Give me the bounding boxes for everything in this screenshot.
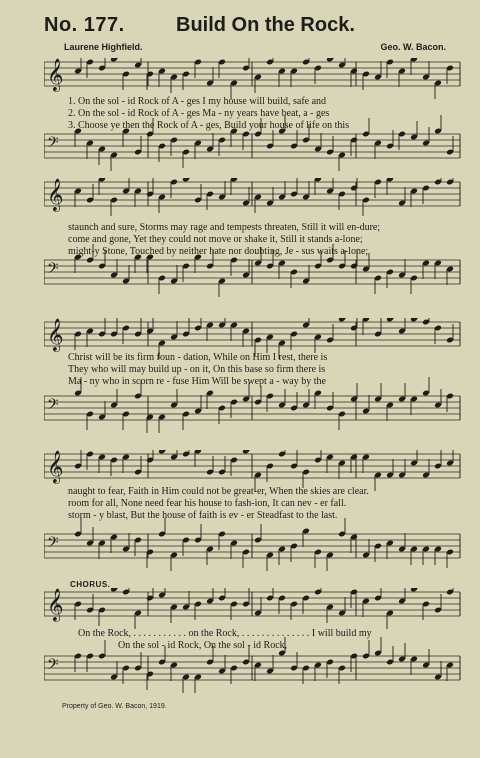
bass-clef-icon: 𝄢 <box>47 260 59 281</box>
lyric-verse-3: storm - y blast, But the house of faith is ev - er Steadfast to the last. <box>68 510 338 521</box>
bass-clef-icon: 𝄢 <box>47 534 59 555</box>
chorus-label: CHORUS. <box>70 580 111 589</box>
bass-clef-icon: 𝄢 <box>47 656 59 677</box>
lyric-verse-3: Ma - ny who in scorn re - fuse Him Will be swept a - way by the <box>68 376 326 387</box>
treble-clef-icon: 𝄞 <box>47 450 64 483</box>
lyric-verse-3: might-y Stone, Touched by neither hate nor doubting, Je - sus waits a-lone; <box>68 246 369 257</box>
system-1-lyrics <box>68 96 460 132</box>
treble-staff <box>44 58 460 99</box>
system-3-lyrics <box>68 352 460 388</box>
chorus-lyric-upper: On the Rock, . . . . . . . . . . . on the Rock, . . . . . . . . . . . . . . I will build my <box>78 628 372 639</box>
lyric-verse-2: 2. On the sol - id Rock of A - ges Ma - ny years have beat, a - ges <box>68 108 330 119</box>
bass-staff <box>44 518 460 571</box>
treble-clef-icon: 𝄞 <box>47 318 64 351</box>
treble-clef-icon: 𝄞 <box>47 58 64 91</box>
lyric-verse-2: They who will may build up - on it, On this base so firm there is <box>68 364 326 375</box>
bass-clef-icon: 𝄢 <box>47 396 59 417</box>
lyric-verse-2: room for all, None need fear his house to fash-ion, It can nev - er fall. <box>68 498 347 509</box>
lyric-verse-3: 3. Choose ye then the Rock of A - ges, Build your house of life on this <box>68 120 350 131</box>
system-2-lyrics <box>68 222 460 258</box>
lyric-verse-1: Christ will be its firm foun - dation, While on Him I rest, there is <box>68 352 328 363</box>
lyric-verse-1: naught to fear, Faith in Him could not be great-er, When the skies are clear. <box>68 486 369 497</box>
system-4-lyrics <box>68 486 460 522</box>
hymn-number: No. 177. <box>44 14 125 36</box>
treble-staff <box>44 450 460 491</box>
lyric-verse-2: come and gone, Yet they could not move or shake it, Still it stands a-lone; <box>68 234 363 245</box>
lyricist-credit: Laurene Highfield. <box>64 42 143 52</box>
lyric-verse-1: 1. On the sol - id Rock of A - ges I my house will build, safe and <box>68 96 327 107</box>
lyric-verse-1: staunch and sure, Storms may rage and tempests threaten, Still it will en-dure; <box>68 222 381 233</box>
treble-staff <box>44 588 460 629</box>
chorus-lyric-lower: On the sol - id Rock, On the sol - id Rock, <box>118 640 288 651</box>
treble-staff <box>44 178 460 216</box>
hymn-title: Build On the Rock. <box>176 14 355 36</box>
copyright-footer: Property of Geo. W. Bacon, 1919. <box>62 703 167 710</box>
composer-credit: Geo. W. Bacon. <box>380 42 446 52</box>
bass-clef-icon: 𝄢 <box>47 134 59 155</box>
treble-clef-icon: 𝄞 <box>47 178 64 211</box>
system-5-lyrics <box>78 628 470 652</box>
treble-clef-icon: 𝄞 <box>47 588 64 621</box>
